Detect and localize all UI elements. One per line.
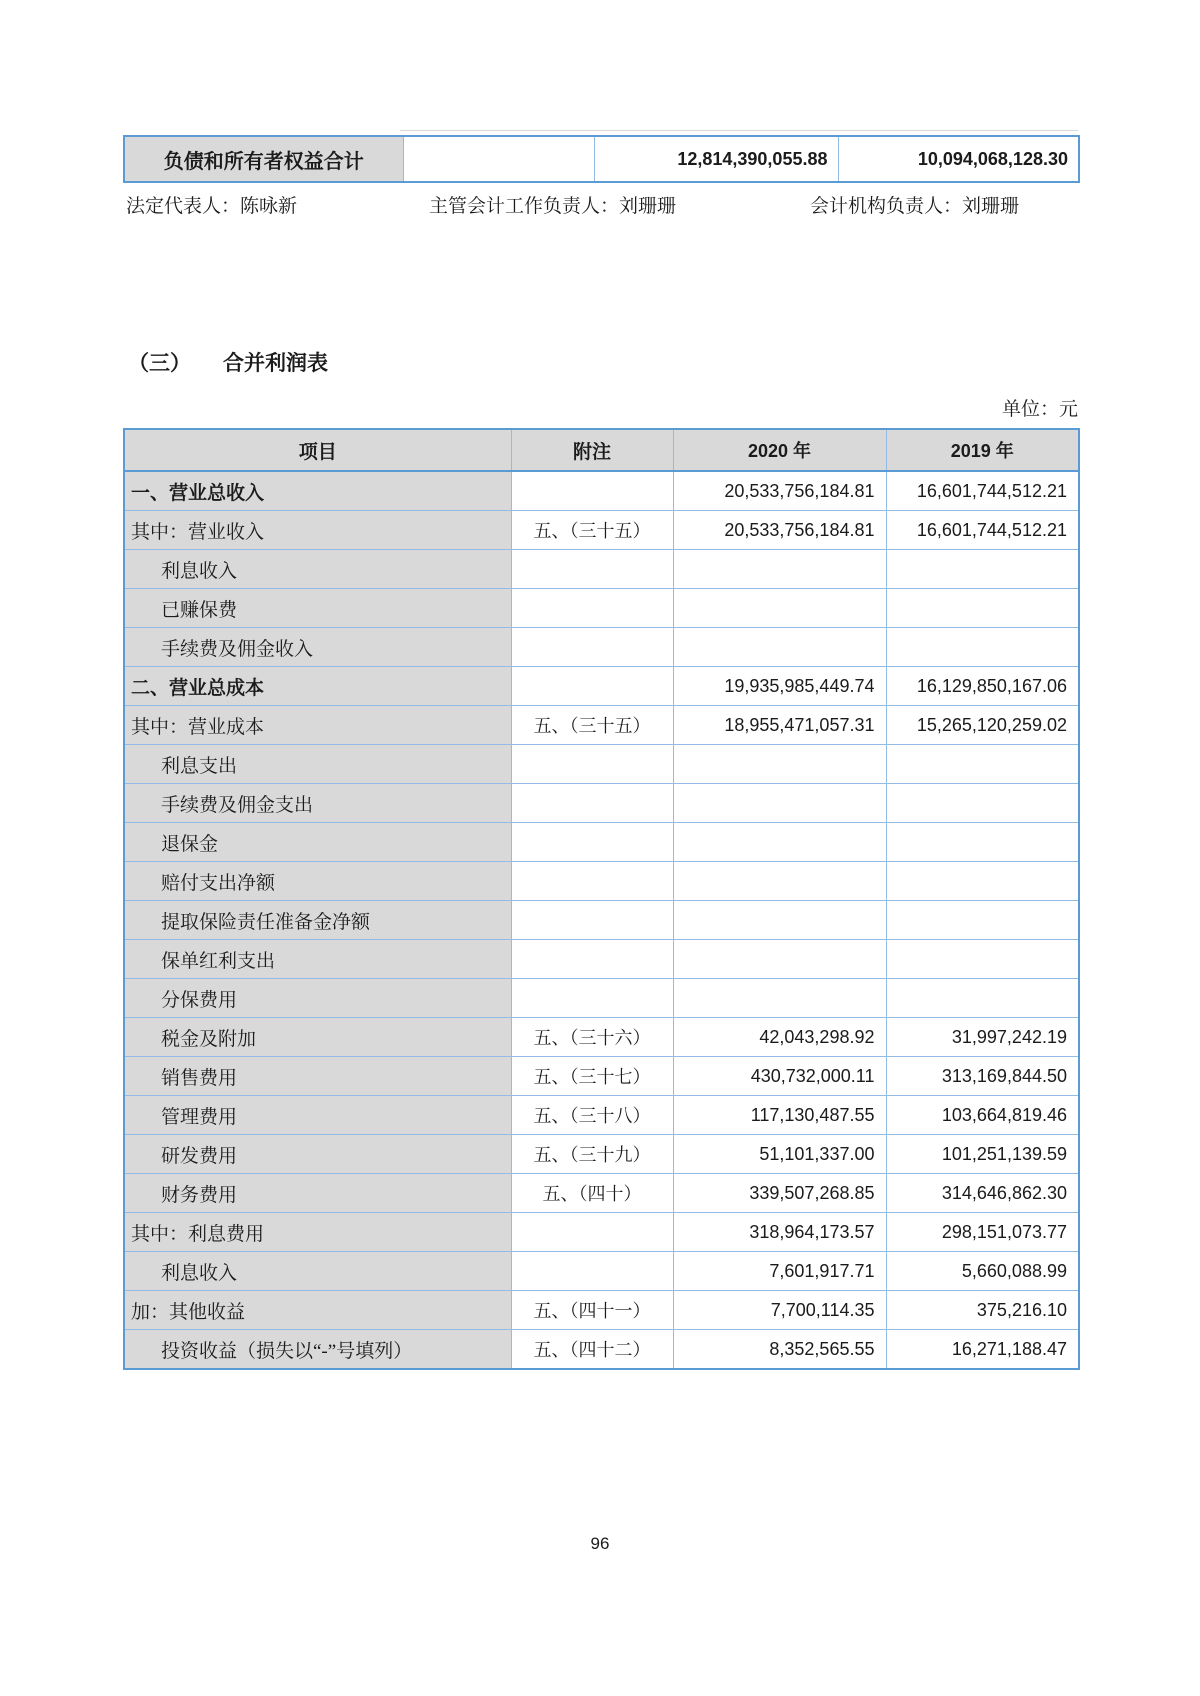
row-2020-value: 8,352,565.55 <box>673 1330 886 1370</box>
row-note-cell <box>511 745 673 784</box>
total-note-cell <box>403 136 594 182</box>
total-2019-value: 10,094,068,128.30 <box>838 136 1079 182</box>
table-row <box>124 511 1079 550</box>
legal-representative: 法定代表人：陈咏新 <box>126 196 298 217</box>
row-item-label: 赔付支出净额 <box>124 862 511 901</box>
table-row <box>124 1057 1079 1096</box>
row-item-label: 管理费用 <box>124 1096 511 1135</box>
row-2019-value <box>886 823 1079 862</box>
row-item-label: 分保费用 <box>124 979 511 1018</box>
row-2020-value <box>673 628 886 667</box>
row-note-cell: 五、（三十七） <box>511 1057 673 1096</box>
row-note-cell <box>511 667 673 706</box>
row-item-label: 财务费用 <box>124 1174 511 1213</box>
row-2020-value: 7,601,917.71 <box>673 1252 886 1291</box>
row-note-cell <box>511 471 673 511</box>
row-item-label: 已赚保费 <box>124 589 511 628</box>
table-row <box>124 1096 1079 1135</box>
row-item-label: 其中：营业收入 <box>124 511 511 550</box>
row-2019-value: 16,129,850,167.06 <box>886 667 1079 706</box>
row-item-label: 保单红利支出 <box>124 940 511 979</box>
row-item-label: 利息收入 <box>124 550 511 589</box>
row-2019-value: 101,251,139.59 <box>886 1135 1079 1174</box>
row-2019-value <box>886 862 1079 901</box>
row-2019-value: 103,664,819.46 <box>886 1096 1079 1135</box>
row-2020-value <box>673 901 886 940</box>
row-2019-value: 16,601,744,512.21 <box>886 471 1079 511</box>
table-row <box>124 589 1079 628</box>
row-note-cell <box>511 1213 673 1252</box>
row-2020-value <box>673 823 886 862</box>
table-row <box>124 1174 1079 1213</box>
row-item-label: 投资收益（损失以“-”号填列） <box>124 1330 511 1370</box>
chief-accounting-officer: 主管会计工作负责人：刘珊珊 <box>429 196 677 217</box>
row-note-cell <box>511 550 673 589</box>
income-statement-table <box>123 428 1080 1370</box>
total-2020-value: 12,814,390,055.88 <box>594 136 838 182</box>
row-item-label: 其中：营业成本 <box>124 706 511 745</box>
balance-sheet-total-table <box>123 135 1080 183</box>
table-row <box>124 1213 1079 1252</box>
table-row <box>124 628 1079 667</box>
row-item-label: 其中：利息费用 <box>124 1213 511 1252</box>
table-row <box>124 1135 1079 1174</box>
col-header-2020: 2020 年 <box>673 429 886 471</box>
row-2019-value <box>886 784 1079 823</box>
row-note-cell: 五、（三十九） <box>511 1135 673 1174</box>
row-item-label: 利息支出 <box>124 745 511 784</box>
row-note-cell: 五、（四十一） <box>511 1291 673 1330</box>
table-row <box>124 745 1079 784</box>
row-2019-value <box>886 901 1079 940</box>
row-note-cell: 五、（三十六） <box>511 1018 673 1057</box>
table-row <box>124 862 1079 901</box>
table-row <box>124 823 1079 862</box>
row-2019-value: 31,997,242.19 <box>886 1018 1079 1057</box>
table-row <box>124 784 1079 823</box>
table-row <box>124 979 1079 1018</box>
row-note-cell <box>511 979 673 1018</box>
section-title-text: 合并利润表 <box>223 351 328 375</box>
row-2020-value: 20,533,756,184.81 <box>673 471 886 511</box>
accounting-dept-head: 会计机构负责人：刘珊珊 <box>810 196 1020 217</box>
row-2020-value: 18,955,471,057.31 <box>673 706 886 745</box>
row-item-label: 一、营业总收入 <box>124 471 511 511</box>
row-2020-value: 42,043,298.92 <box>673 1018 886 1057</box>
row-note-cell <box>511 589 673 628</box>
row-item-label: 手续费及佣金支出 <box>124 784 511 823</box>
row-note-cell: 五、（三十五） <box>511 706 673 745</box>
row-note-cell <box>511 862 673 901</box>
row-2019-value <box>886 550 1079 589</box>
row-2019-value: 298,151,073.77 <box>886 1213 1079 1252</box>
row-2020-value <box>673 940 886 979</box>
row-item-label: 利息收入 <box>124 1252 511 1291</box>
header-row <box>124 429 1079 471</box>
col-header-2019: 2019 年 <box>886 429 1079 471</box>
section-title <box>128 347 328 377</box>
row-2020-value <box>673 745 886 784</box>
table-row <box>124 706 1079 745</box>
table-row <box>124 1291 1079 1330</box>
table-row <box>124 940 1079 979</box>
row-2020-value <box>673 550 886 589</box>
row-2020-value: 51,101,337.00 <box>673 1135 886 1174</box>
row-note-cell <box>511 784 673 823</box>
row-note-cell <box>511 901 673 940</box>
unit-label: 单位：元 <box>1001 399 1078 420</box>
table-row <box>124 1018 1079 1057</box>
row-2019-value <box>886 979 1079 1018</box>
row-2020-value <box>673 862 886 901</box>
row-2020-value: 339,507,268.85 <box>673 1174 886 1213</box>
table-row <box>124 1252 1079 1291</box>
row-note-cell <box>511 628 673 667</box>
row-item-label: 研发费用 <box>124 1135 511 1174</box>
row-2020-value: 318,964,173.57 <box>673 1213 886 1252</box>
row-item-label: 退保金 <box>124 823 511 862</box>
row-item-label: 二、营业总成本 <box>124 667 511 706</box>
table-row <box>124 550 1079 589</box>
row-2020-value <box>673 784 886 823</box>
row-2019-value: 16,601,744,512.21 <box>886 511 1079 550</box>
row-note-cell: 五、（三十八） <box>511 1096 673 1135</box>
table-row <box>124 471 1079 511</box>
row-2020-value: 117,130,487.55 <box>673 1096 886 1135</box>
row-2019-value: 314,646,862.30 <box>886 1174 1079 1213</box>
row-note-cell <box>511 1252 673 1291</box>
section-number: （三） <box>128 351 191 375</box>
row-2019-value <box>886 745 1079 784</box>
row-note-cell <box>511 940 673 979</box>
total-liabilities-equity-label: 负债和所有者权益合计 <box>124 136 403 182</box>
row-2020-value <box>673 589 886 628</box>
row-2019-value <box>886 940 1079 979</box>
row-2019-value: 313,169,844.50 <box>886 1057 1079 1096</box>
row-2019-value: 375,216.10 <box>886 1291 1079 1330</box>
row-2019-value <box>886 628 1079 667</box>
col-header-item: 项目 <box>124 429 511 471</box>
row-2020-value: 20,533,756,184.81 <box>673 511 886 550</box>
row-item-label: 手续费及佣金收入 <box>124 628 511 667</box>
row-item-label: 销售费用 <box>124 1057 511 1096</box>
row-item-label: 税金及附加 <box>124 1018 511 1057</box>
row-2020-value: 7,700,114.35 <box>673 1291 886 1330</box>
row-note-cell: 五、（三十五） <box>511 511 673 550</box>
table-row <box>124 901 1079 940</box>
row-2020-value <box>673 979 886 1018</box>
table-row <box>124 136 1079 182</box>
row-2019-value: 16,271,188.47 <box>886 1330 1079 1370</box>
row-2019-value: 5,660,088.99 <box>886 1252 1079 1291</box>
row-item-label: 加：其他收益 <box>124 1291 511 1330</box>
row-2020-value: 430,732,000.11 <box>673 1057 886 1096</box>
col-header-note: 附注 <box>511 429 673 471</box>
row-item-label: 提取保险责任准备金净额 <box>124 901 511 940</box>
previous-table-remnant-line <box>400 130 1078 131</box>
table-row <box>124 667 1079 706</box>
row-note-cell: 五、（四十） <box>511 1174 673 1213</box>
table-row <box>124 1330 1079 1370</box>
page-number: 96 <box>590 1534 610 1553</box>
row-2019-value <box>886 589 1079 628</box>
row-note-cell: 五、（四十二） <box>511 1330 673 1370</box>
row-2020-value: 19,935,985,449.74 <box>673 667 886 706</box>
row-note-cell <box>511 823 673 862</box>
signature-line <box>0 191 1200 219</box>
row-2019-value: 15,265,120,259.02 <box>886 706 1079 745</box>
